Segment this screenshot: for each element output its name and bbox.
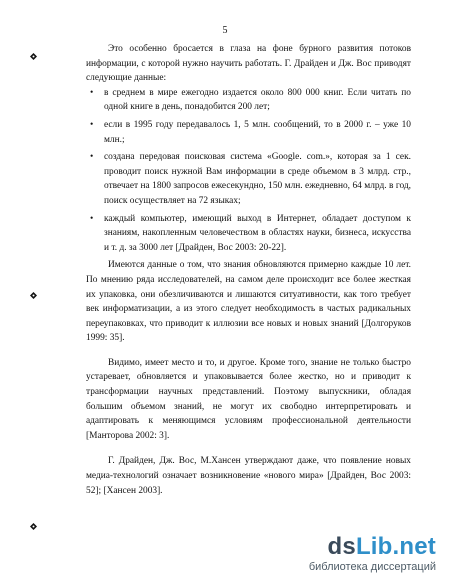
watermark-logo-prefix: ds bbox=[327, 533, 356, 560]
bullet-list bbox=[86, 86, 411, 256]
dslib-watermark bbox=[309, 535, 436, 574]
list-item-text: каждый компьютер, имеющий выход в Интернет, обладает доступом к знаниям, накопленным человечеством в областях науки, бизнеса, искусства и т. д. за 3000 лет [Драйден, Вос 2003: 20-22]. bbox=[104, 213, 411, 253]
list-item-text: если в 1995 году передавалось 1, 5 млн. сообщений, то в 2000 г. – уже 10 млн.; bbox=[104, 119, 411, 145]
document-body bbox=[86, 42, 411, 498]
watermark-tagline: библиотека диссертаций bbox=[308, 561, 436, 573]
bullet-icon: • bbox=[90, 87, 94, 98]
margin-mark-icon bbox=[30, 53, 37, 60]
paragraph-intro: Это особенно бросается в глаза на фоне бурного развития потоков информации, с которой нужно научить работать. Г. Драйден и Дж. Вос приводят следующие данные: bbox=[86, 44, 411, 84]
list-item bbox=[86, 118, 411, 147]
list-item bbox=[86, 86, 411, 115]
bullet-icon: • bbox=[90, 213, 94, 224]
bullet-icon: • bbox=[90, 152, 94, 163]
margin-mark-icon bbox=[30, 292, 37, 299]
watermark-logo-suffix: Lib.net bbox=[355, 533, 436, 560]
paragraph-new-world: Г. Драйден, Дж. Вос, М.Хансен утверждают даже, что появление новых медиа-технологий означает возникновение «нового мира» [Драйден, Вос 2003: 52]; [Хансен 2003]. bbox=[86, 456, 411, 496]
list-item-text: в среднем в мире ежегодно издается около 800 000 книг. Если читать по одной книге в день, понадобится 200 лет; bbox=[104, 87, 411, 113]
page-number: 5 bbox=[222, 25, 228, 36]
bullet-icon: • bbox=[90, 119, 94, 130]
list-item-text: создана передовая поисковая система «Google. com.», которая за 1 сек. проводит поиск нужной Вам информации в среде объемом в 3 млрд. стр., отвечает на 1800 запросов ежесекундно, 150 млн. ежедневно, 64 млрд. в год, поиск осуществляет на 72 языках; bbox=[104, 152, 411, 206]
watermark-logo bbox=[309, 535, 436, 559]
list-item bbox=[86, 150, 411, 208]
margin-mark-icon bbox=[30, 523, 37, 530]
paragraph-transformation: Видимо, имеет место и то, и другое. Кроме того, знание не только быстро устаревает, обновляется и упаковывается более жестко, но и приводит к трансформации научных представлений. Поэтому выпускники, обладая большим объемом знаний, не могут их свободно интерпретировать и адаптировать к меняющимся условиям профессиональной деятельности [Манторова 2002: 3]. bbox=[86, 357, 411, 441]
paragraph-knowledge-update: Имеются данные о том, что знания обновляются примерно каждые 10 лет. По мнению ряда исследователей, на самом деле происходит все более жесткая их упаковка, они обезличиваются и лишаются ситуативности, как того требует век информатизации, а из этого следует необходимость в частых радикальных переупаковках, что приводит к иллюзии все новых и новых знаний [Долгоруков 1999: 35]. bbox=[86, 260, 411, 344]
list-item bbox=[86, 212, 411, 256]
